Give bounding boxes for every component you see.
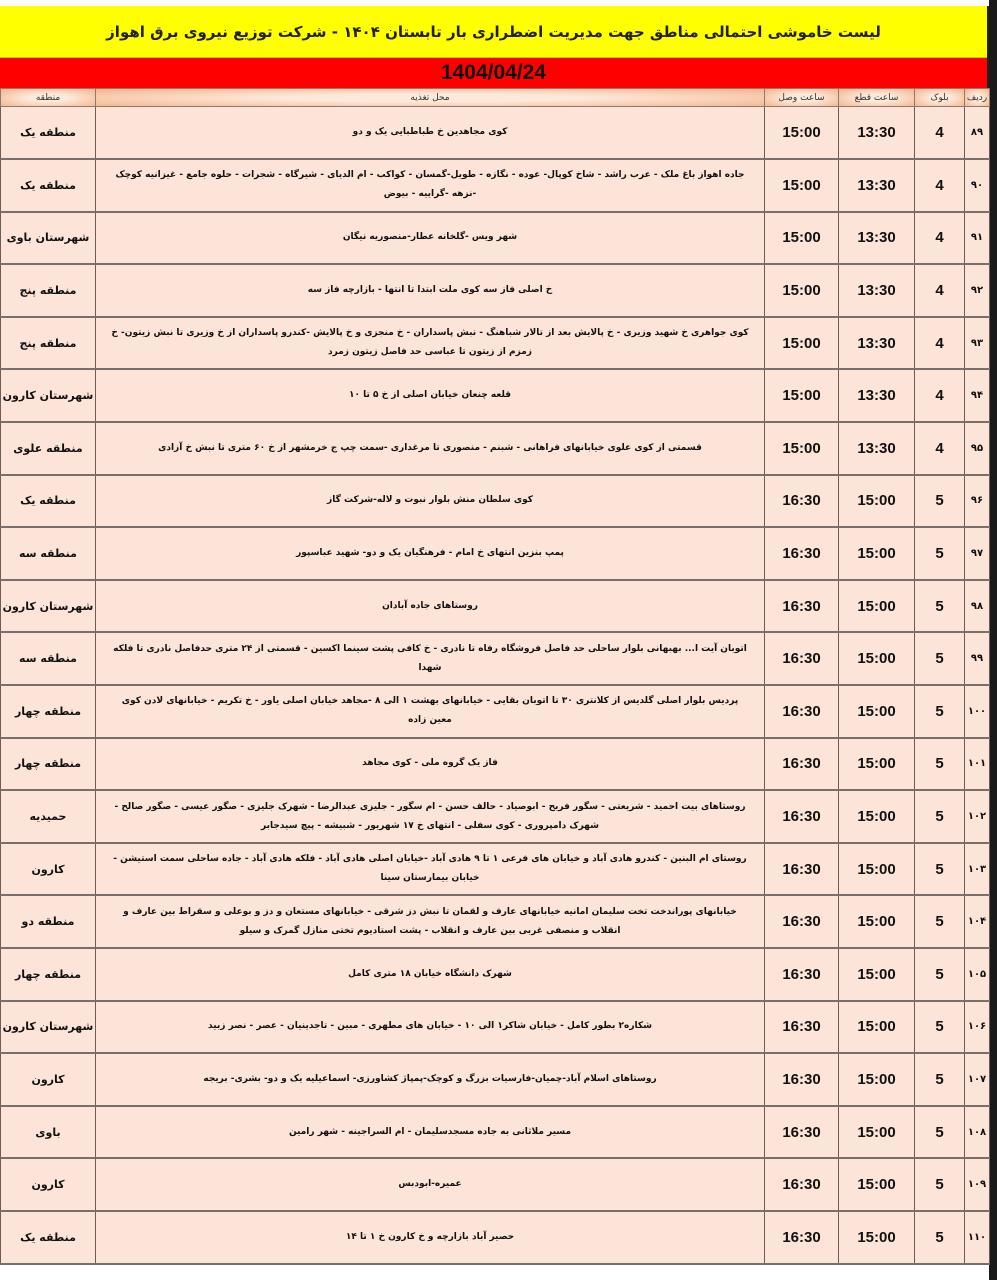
window-edge	[989, 0, 997, 1280]
table-row	[1, 843, 990, 896]
block-number: 4	[915, 264, 965, 317]
header-row-no: ردیف	[965, 89, 990, 107]
block-number: 4	[915, 212, 965, 265]
row-number: ۹۹	[965, 632, 990, 685]
feed-location: عمیره-ابودبس	[96, 1158, 765, 1211]
region-name: شهرستان باوی	[1, 212, 96, 265]
reconnect-time: 16:30	[765, 1001, 839, 1054]
reconnect-time: 16:30	[765, 738, 839, 791]
block-number: 4	[915, 159, 965, 212]
table-row	[1, 738, 990, 791]
block-number: 5	[915, 1211, 965, 1264]
region-name: منطقه دو	[1, 895, 96, 948]
cut-time: 15:00	[839, 1158, 915, 1211]
region-name: حمیدیه	[1, 790, 96, 843]
region-name: کارون	[1, 843, 96, 896]
table-header-row	[1, 89, 990, 107]
header-block: بلوک	[915, 89, 965, 107]
cut-time: 15:00	[839, 1106, 915, 1159]
header-cut-time: ساعت قطع	[839, 89, 915, 107]
region-name: منطقه پنج	[1, 264, 96, 317]
row-number: ۱۰۸	[965, 1106, 990, 1159]
table-row	[1, 790, 990, 843]
region-name: منطقه یک	[1, 1211, 96, 1264]
cut-time: 13:30	[839, 422, 915, 475]
table-row	[1, 475, 990, 528]
header-region: منطقه	[1, 89, 96, 107]
row-number: ۱۰۴	[965, 895, 990, 948]
feed-location: روستاهای جاده آبادان	[96, 580, 765, 633]
row-number: ۹۶	[965, 475, 990, 528]
row-number: ۹۵	[965, 422, 990, 475]
feed-location: روستاهای اسلام آباد-چمیان-فارسیات بزرگ و کوچک-پمپاژ کشاورزی- اسماعیلیه یک و دو- بشری- بریجه	[96, 1053, 765, 1106]
block-number: 5	[915, 475, 965, 528]
region-name: منطقه یک	[1, 159, 96, 212]
table-row	[1, 107, 990, 160]
region-name: منطقه علوی	[1, 422, 96, 475]
region-name: شهرستان کارون	[1, 369, 96, 422]
reconnect-time: 16:30	[765, 1158, 839, 1211]
cut-time: 15:00	[839, 475, 915, 528]
table-row	[1, 212, 990, 265]
reconnect-time: 15:00	[765, 159, 839, 212]
region-name: کارون	[1, 1158, 96, 1211]
block-number: 5	[915, 1053, 965, 1106]
reconnect-time: 16:30	[765, 948, 839, 1001]
feed-location: پمپ بنزین انتهای خ امام - فرهنگیان یک و دو- شهید عباسپور	[96, 527, 765, 580]
row-number: ۱۰۰	[965, 685, 990, 738]
reconnect-time: 15:00	[765, 317, 839, 370]
cut-time: 13:30	[839, 369, 915, 422]
block-number: 5	[915, 685, 965, 738]
table-row	[1, 1001, 990, 1054]
reconnect-time: 15:00	[765, 264, 839, 317]
header-reconnect-time: ساعت وصل	[765, 89, 839, 107]
row-number: ۱۰۹	[965, 1158, 990, 1211]
row-number: ۹۲	[965, 264, 990, 317]
page-title: لیست خاموشی احتمالی مناطق جهت مدیریت اضطراری بار تابستان ۱۴۰۴ - شرکت توزیع نیروی برق اهواز	[0, 6, 987, 58]
row-number: ۱۰۵	[965, 948, 990, 1001]
region-name: منطقه یک	[1, 475, 96, 528]
block-number: 5	[915, 632, 965, 685]
reconnect-time: 15:00	[765, 212, 839, 265]
block-number: 5	[915, 790, 965, 843]
header-feed-location: محل تغذیه	[96, 89, 765, 107]
table-row	[1, 1211, 990, 1264]
feed-location: فاز یک گروه ملی - کوی مجاهد	[96, 738, 765, 791]
block-number: 5	[915, 895, 965, 948]
region-name: منطقه سه	[1, 527, 96, 580]
reconnect-time: 16:30	[765, 632, 839, 685]
region-name: شهرستان کارون	[1, 580, 96, 633]
block-number: 5	[915, 843, 965, 896]
row-number: ۱۰۱	[965, 738, 990, 791]
feed-location: شکاره۲ بطور کامل - خیابان شاکر۱ الی ۱۰ - خیابان های مطهری - مبین - تاجدینیان - عصر - نصر زبید	[96, 1001, 765, 1054]
cut-time: 15:00	[839, 632, 915, 685]
reconnect-time: 16:30	[765, 685, 839, 738]
table-row	[1, 632, 990, 685]
feed-location: حصیر آباد بازارچه و خ کارون خ ۱ تا ۱۴	[96, 1211, 765, 1264]
block-number: 5	[915, 580, 965, 633]
block-number: 5	[915, 1001, 965, 1054]
feed-location: جاده اهواز باغ ملک - عرب راشد - شاخ کوپال- عوده - نگازه - طویل-گمسان - کواکب - ام الدیای - شیرگاه - شجرات - حلوه جامع - غیزانیه کوچک -نزهه -گراییه - بیوض	[96, 159, 765, 212]
cut-time: 15:00	[839, 738, 915, 791]
cut-time: 15:00	[839, 843, 915, 896]
row-number: ۱۰۶	[965, 1001, 990, 1054]
reconnect-time: 16:30	[765, 475, 839, 528]
region-name: منطقه چهار	[1, 685, 96, 738]
region-name: منطقه پنج	[1, 317, 96, 370]
reconnect-time: 15:00	[765, 107, 839, 160]
reconnect-time: 15:00	[765, 369, 839, 422]
reconnect-time: 16:30	[765, 1211, 839, 1264]
cut-time: 15:00	[839, 948, 915, 1001]
table-row	[1, 317, 990, 370]
cut-time: 13:30	[839, 159, 915, 212]
region-name: منطقه سه	[1, 632, 96, 685]
feed-location: خ اصلی فاز سه کوی ملت ابتدا تا انتها - بازارچه فاز سه	[96, 264, 765, 317]
reconnect-time: 16:30	[765, 580, 839, 633]
row-number: ۱۱۰	[965, 1211, 990, 1264]
region-name: منطقه چهار	[1, 948, 96, 1001]
block-number: 4	[915, 422, 965, 475]
reconnect-time: 16:30	[765, 790, 839, 843]
row-number: ۹۱	[965, 212, 990, 265]
row-number: ۹۸	[965, 580, 990, 633]
outage-table	[0, 88, 990, 1265]
outage-schedule-sheet	[0, 6, 989, 1265]
feed-location: قلعه چنعان خیابان اصلی از خ ۵ تا ۱۰	[96, 369, 765, 422]
row-number: ۹۰	[965, 159, 990, 212]
cut-time: 13:30	[839, 317, 915, 370]
row-number: ۹۷	[965, 527, 990, 580]
feed-location: کوی جواهری خ شهید وزیری - خ پالایش بعد از تالار شباهنگ - نبش پاسداران - خ منجزی و خ پالایش -کندرو پاسداران از خ وزیری تا نبش زیتون- خ زمزم از زیتون تا عباسی حد فاصل زیتون زمرد	[96, 317, 765, 370]
block-number: 4	[915, 107, 965, 160]
region-name: شهرستان کارون	[1, 1001, 96, 1054]
table-row	[1, 685, 990, 738]
table-row	[1, 159, 990, 212]
table-row	[1, 1158, 990, 1211]
cut-time: 13:30	[839, 212, 915, 265]
feed-location: شهر ویس -گلخانه عطار-منصوریه نیگان	[96, 212, 765, 265]
feed-location: کوی مجاهدین خ طباطبایی یک و دو	[96, 107, 765, 160]
block-number: 5	[915, 1158, 965, 1211]
table-row	[1, 1053, 990, 1106]
cut-time: 15:00	[839, 1001, 915, 1054]
cut-time: 15:00	[839, 895, 915, 948]
reconnect-time: 16:30	[765, 527, 839, 580]
region-name: منطقه چهار	[1, 738, 96, 791]
reconnect-time: 16:30	[765, 843, 839, 896]
block-number: 5	[915, 948, 965, 1001]
cut-time: 15:00	[839, 1053, 915, 1106]
feed-location: خیابانهای پوراندخت تخت سلیمان امانیه خیابانهای عارف و لقمان تا نبش دز شرقی - خیابانهای مستعان و دز و بوعلی و سقراط بین عارف و انقلاب و منصفی غربی بین عارف و انقلاب - پشت استادیوم تختی منازل گمرک و سیلو	[96, 895, 765, 948]
cut-time: 15:00	[839, 527, 915, 580]
row-number: ۱۰۲	[965, 790, 990, 843]
row-number: ۱۰۷	[965, 1053, 990, 1106]
feed-location: مسیر ملاثانی به جاده مسجدسلیمان - ام السراجینه - شهر رامین	[96, 1106, 765, 1159]
table-row	[1, 527, 990, 580]
reconnect-time: 15:00	[765, 422, 839, 475]
block-number: 4	[915, 317, 965, 370]
cut-time: 15:00	[839, 580, 915, 633]
reconnect-time: 16:30	[765, 1106, 839, 1159]
row-number: ۹۳	[965, 317, 990, 370]
feed-location: اتوبان آیت ا... بهبهانی بلوار ساحلی حد فاصل فروشگاه رفاه تا نادری - خ کافی پشت سینما اکسین - قسمتی از ۲۴ متری حدفاصل نادری تا فلکه شهدا	[96, 632, 765, 685]
row-number: ۱۰۳	[965, 843, 990, 896]
block-number: 5	[915, 1106, 965, 1159]
row-number: ۹۴	[965, 369, 990, 422]
table-row	[1, 422, 990, 475]
feed-location: کوی سلطان منش بلوار نبوت و لاله-شرکت گاز	[96, 475, 765, 528]
table-row	[1, 948, 990, 1001]
feed-location: روستای ام البنین - کندرو هادی آباد و خیابان های فرعی ۱ تا ۹ هادی آباد -خیابان اصلی هادی آباد - فلکه هادی آباد - جاده ساحلی سمت استیشن - خیابان بیمارستان سینا	[96, 843, 765, 896]
feed-location: قسمتی از کوی علوی خیابانهای فراهانی - شبنم - منصوری تا مرغداری -سمت چپ ج خرمشهر از خ ۶۰ متری تا نبش خ آزادی	[96, 422, 765, 475]
table-row	[1, 264, 990, 317]
row-number: ۸۹	[965, 107, 990, 160]
table-row	[1, 895, 990, 948]
cut-time: 15:00	[839, 1211, 915, 1264]
block-number: 5	[915, 738, 965, 791]
table-row	[1, 580, 990, 633]
table-row	[1, 369, 990, 422]
reconnect-time: 16:30	[765, 1053, 839, 1106]
region-name: کارون	[1, 1053, 96, 1106]
schedule-date: 1404/04/24	[0, 58, 987, 88]
feed-location: روستاهای بیت احمید - شریعتی - سگور فریح - ابوصیاد - حالف حسن - ام سگور - جلیزی عبدالرضا - شهرک جلیزی - صگور عیسی - صگور صالح - شهرک دامپروری - کوی سفلی - انتهای خ ۱۷ شهریور - شبیشه - پیچ سیدجابر	[96, 790, 765, 843]
feed-location: شهرک دانشگاه خیابان ۱۸ متری کامل	[96, 948, 765, 1001]
cut-time: 15:00	[839, 790, 915, 843]
block-number: 5	[915, 527, 965, 580]
feed-location: پردیس بلوار اصلی گلدیس از کلانتری ۳۰ تا اتوبان بقایی - خیابانهای بهشت ۱ الی ۸ -مجاهد خیابان اصلی یاور - خ تکریم - خیابانهای لادن کوی معین زاده	[96, 685, 765, 738]
cut-time: 13:30	[839, 264, 915, 317]
cut-time: 15:00	[839, 685, 915, 738]
region-name: باوی	[1, 1106, 96, 1159]
reconnect-time: 16:30	[765, 895, 839, 948]
cut-time: 13:30	[839, 107, 915, 160]
table-row	[1, 1106, 990, 1159]
block-number: 4	[915, 369, 965, 422]
region-name: منطقه یک	[1, 107, 96, 160]
